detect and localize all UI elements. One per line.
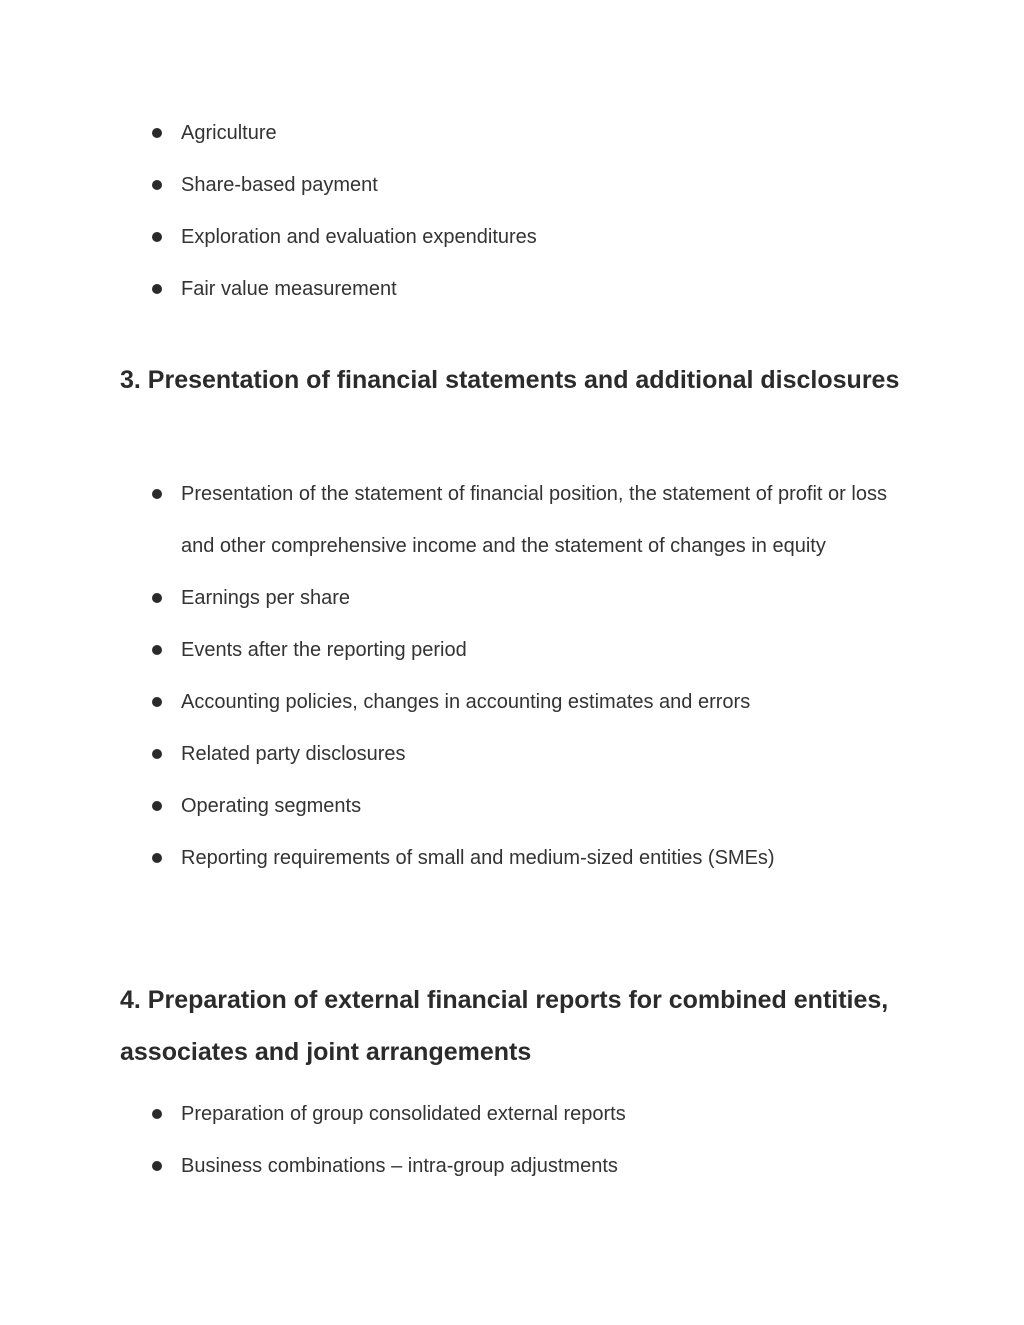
list-item-text: Reporting requirements of small and medium-sized entities (SMEs) (181, 847, 775, 869)
bullet-icon (152, 645, 162, 655)
bullet-icon (152, 697, 162, 707)
list-item-text: Earnings per share (181, 587, 350, 609)
list-item-text: Related party disclosures (181, 743, 406, 765)
list-item (150, 263, 890, 315)
list-item-text: Business combinations – intra-group adjustments (181, 1155, 618, 1177)
list-item (150, 107, 890, 159)
bullet-icon (152, 232, 162, 242)
bullet-icon (152, 489, 162, 499)
list-item-text: Share-based payment (181, 174, 378, 196)
section-4-list (150, 1088, 890, 1192)
section-3-list (150, 468, 890, 884)
list-item-text: Accounting policies, changes in accounting estimates and errors (181, 691, 751, 713)
bullet-icon (152, 801, 162, 811)
section-3-heading: 3. Presentation of financial statements and additional disclosures (120, 366, 900, 394)
list-item-text: Presentation of the statement of financial position, the statement of profit or loss and other comprehensive income and the statement of changes in equity (181, 483, 887, 557)
list-item (150, 780, 890, 832)
list-item (150, 728, 890, 780)
list-item-text: Preparation of group consolidated external reports (181, 1103, 626, 1125)
list-item (150, 624, 890, 676)
bullet-icon (152, 180, 162, 190)
list-item (150, 468, 890, 572)
bullet-icon (152, 284, 162, 294)
bullet-icon (152, 128, 162, 138)
list-item-text: Exploration and evaluation expenditures (181, 226, 537, 248)
bullet-icon (152, 853, 162, 863)
list-item-text: Fair value measurement (181, 278, 397, 300)
list-item-text: Agriculture (181, 122, 277, 144)
list-item (150, 676, 890, 728)
list-item (150, 1140, 890, 1192)
topic-list-continued (150, 107, 890, 315)
bullet-icon (152, 749, 162, 759)
bullet-icon (152, 1109, 162, 1119)
list-item (150, 159, 890, 211)
section-4-heading: 4. Preparation of external financial reports for combined entities, associates and joint arrangements (120, 986, 889, 1066)
list-item (150, 572, 890, 624)
list-item (150, 1088, 890, 1140)
list-item-text: Operating segments (181, 795, 362, 817)
bullet-icon (152, 593, 162, 603)
list-item (150, 832, 890, 884)
list-item-text: Events after the reporting period (181, 639, 467, 661)
list-item (150, 211, 890, 263)
bullet-icon (152, 1161, 162, 1171)
